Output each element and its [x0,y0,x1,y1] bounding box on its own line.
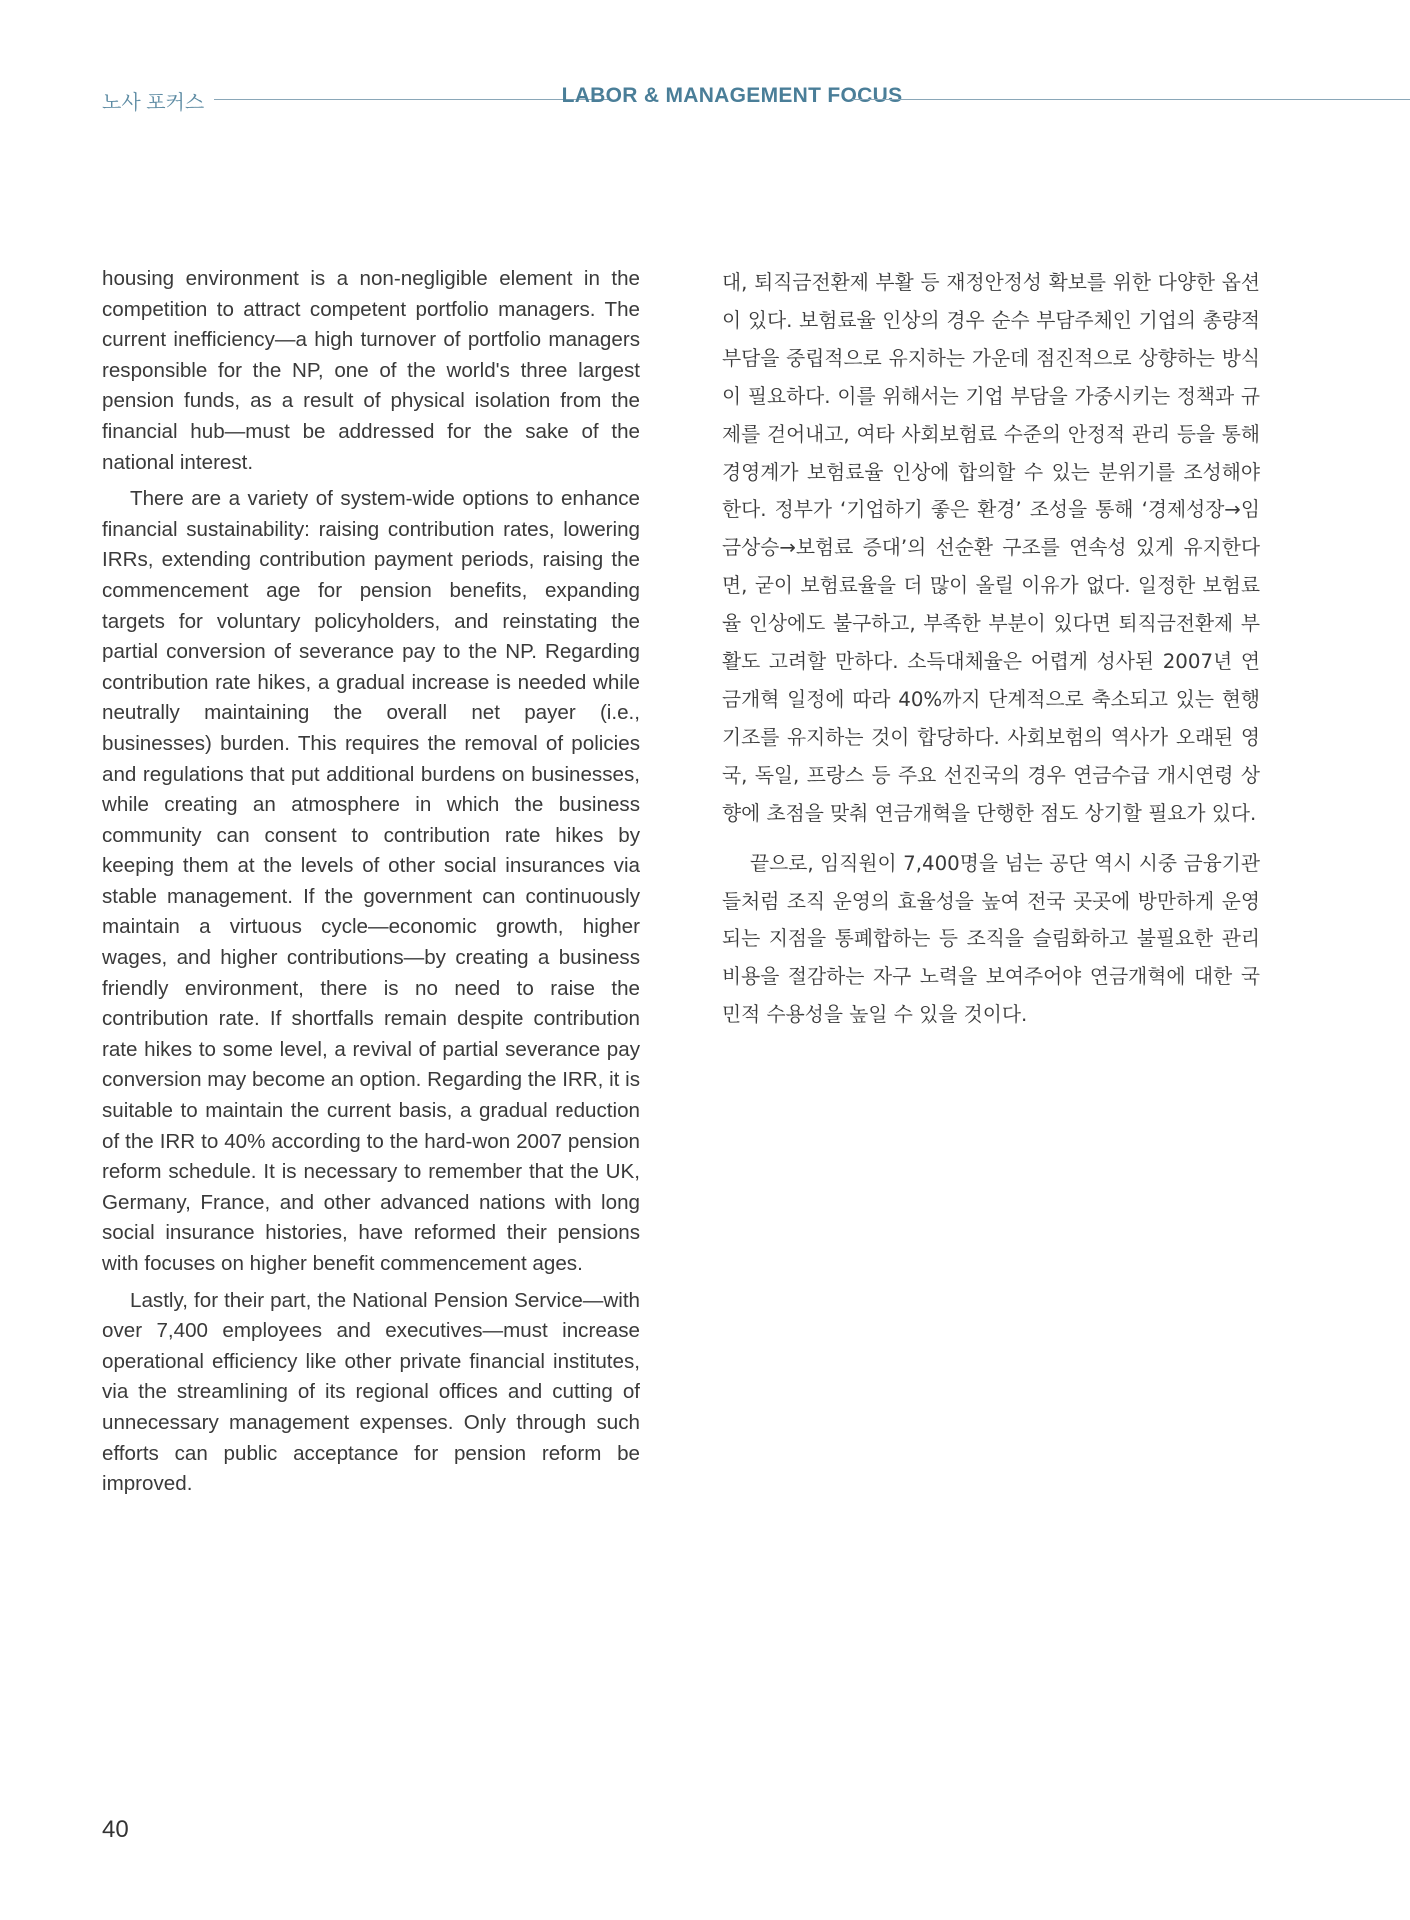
korean-paragraph-1: 대, 퇴직금전환제 부활 등 재정안정성 확보를 위한 다양한 옵션이 있다. 보험료율 인상의 경우 순수 부담주체인 기업의 총량적 부담을 중립적으로 유지하는 가운데 점진적으로 상향하는 방식이 필요하다. 이를 위해서는 기업 부담을 가중시키는 정책과 규제를 걷어내고, 여타 사회보험료 수준의 안정적 관리 등을 통해 경영계가 보험료율 인상에 합의할 수 있는 분위기를 조성해야 한다. 정부가 ‘기업하기 좋은 환경’ 조성을 통해 ‘경제성장→임금상승→보험료 증대’의 선순환 구조를 연속성 있게 유지한다면, 굳이 보험료율을 더 많이 올릴 이유가 없다. 일정한 보험료율 인상에도 불구하고, 부족한 부분이 있다면 퇴직금전환제 부활도 고려할 만하다. 소득대체율은 어렵게 성사된 2007년 연금개혁 일정에 따라 40%까지 단계적으로 축소되고 있는 현행 기조를 유지하는 것이 합당하다. 사회보험의 역사가 오래된 영국, 독일, 프랑스 등 주요 선진국의 경우 연금수급 개시연령 상향에 초점을 맞춰 연금개혁을 단행한 점도 상기할 필요가 있다. [722,271,1260,825]
section-label-korean: 노사 포커스 [102,92,205,114]
korean-paragraph-2: 끝으로, 임직원이 7,400명을 넘는 공단 역시 시중 금융기관들처럼 조직 운영의 효율성을 높여 전국 곳곳에 방만하게 운영되는 지점을 통폐합하는 등 조직을 슬림화하고 불필요한 관리비용을 절감하는 자구 노력을 보여주어야 연금개혁에 대한 국민적 수용성을 높일 수 있을 것이다. [722,851,1260,1027]
korean-column [722,264,1260,1046]
english-paragraph-1: housing environment is a non-negligible element in the competition to attract competent portfolio managers. The current inefficiency—a high turnover of portfolio managers responsible for the NP, one of the world's three largest pension funds, as a result of physical isolation from the financial hub—must be addressed for the sake of the national interest. [102,267,640,474]
header-rule-right [852,99,1410,100]
english-paragraph-2: There are a variety of system-wide options to enhance financial sustainability: raising contribution rates, lowering IRRs, extending contribution payment periods, raising the commencement age for pension benefits, expanding targets for voluntary policyholders, and reinstating the partial conversion of severance pay to the NP. Regarding contribution rate hikes, a gradual increase is needed while neutrally maintaining the overall net payer (i.e., businesses) burden. This requires the removal of policies and regulations that put additional burdens on businesses, while creating an atmosphere in which the business community can consent to contribution rate hikes by keeping them at the levels of other social insurances via stable management. If the government can continuously maintain a virtuous cycle—economic growth, higher wages, and higher contributions—by creating a business friendly environment, there is no need to raise the contribution rate. If shortfalls remain despite contribution rate hikes to some level, a revival of partial severance pay conversion may become an option. Regarding the IRR, it is suitable to maintain the current basis, a gradual reduction of the IRR to 40% according to the hard-won 2007 pension reform schedule. It is necessary to remember that the UK, Germany, France, and other advanced nations with long social insurance histories, have reformed their pensions with focuses on higher benefit commencement ages. [102,487,641,1275]
english-column [102,264,640,1506]
english-paragraph-3: Lastly, for their part, the National Pension Service—with over 7,400 employees and executives—must increase operational efficiency like other private financial institutes, via the streamlining of its regional offices and cutting of unnecessary management expenses. Only through such efforts can public acceptance for pension reform be improved. [102,1288,640,1496]
running-header [102,84,1410,116]
section-label-english: LABOR & MANAGEMENT FOCUS [561,84,903,107]
page-number: 40 [102,1816,129,1843]
